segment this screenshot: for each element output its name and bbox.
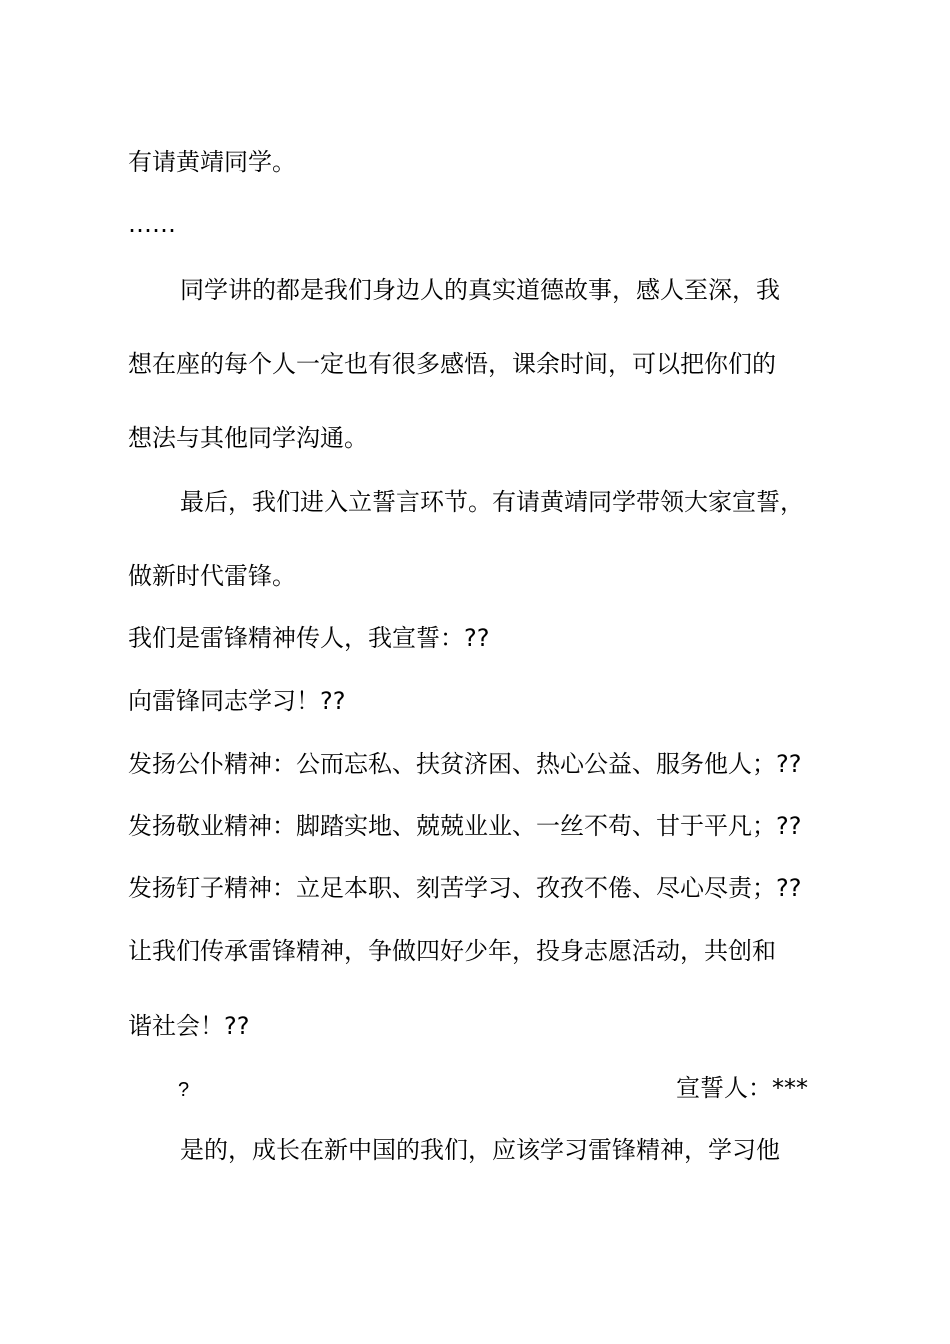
oath-line: 发扬敬业精神：脚踏实地、兢兢业业、一丝不苟、甘于平凡；?? [128,812,802,840]
oath-line: 发扬公仆精神：公而忘私、扶贫济困、热心公益、服务他人；?? [128,750,802,778]
paragraph-line: 最后，我们进入立誓言环节。有请黄靖同学带领大家宣誓， [180,488,804,516]
paragraph-line: 做新时代雷锋。 [128,562,296,590]
oath-line: 发扬钉子精神：立足本职、刻苦学习、孜孜不倦、尽心尽责；?? [128,874,802,902]
paragraph-line: 想在座的每个人一定也有很多感悟，课余时间，可以把你们的 [128,350,776,378]
paragraph-line: 想法与其他同学沟通。 [128,424,368,452]
signature-left-mark: ? [178,1079,190,1101]
paragraph-line: 是的，成长在新中国的我们，应该学习雷锋精神，学习他 [180,1136,780,1164]
paragraph-line: 同学讲的都是我们身边人的真实道德故事，感人至深，我 [180,276,780,304]
oath-taker-signature: 宣誓人：*** [676,1074,808,1102]
ellipsis-line: …… [128,210,176,238]
paragraph-line: 有请黄靖同学。 [128,148,296,176]
oath-line: 让我们传承雷锋精神，争做四好少年，投身志愿活动，共创和 [128,937,776,965]
oath-line: 我们是雷锋精神传人，我宣誓：?? [128,624,490,652]
oath-line: 向雷锋同志学习！?? [128,687,346,715]
oath-line: 谐社会！?? [128,1012,250,1040]
